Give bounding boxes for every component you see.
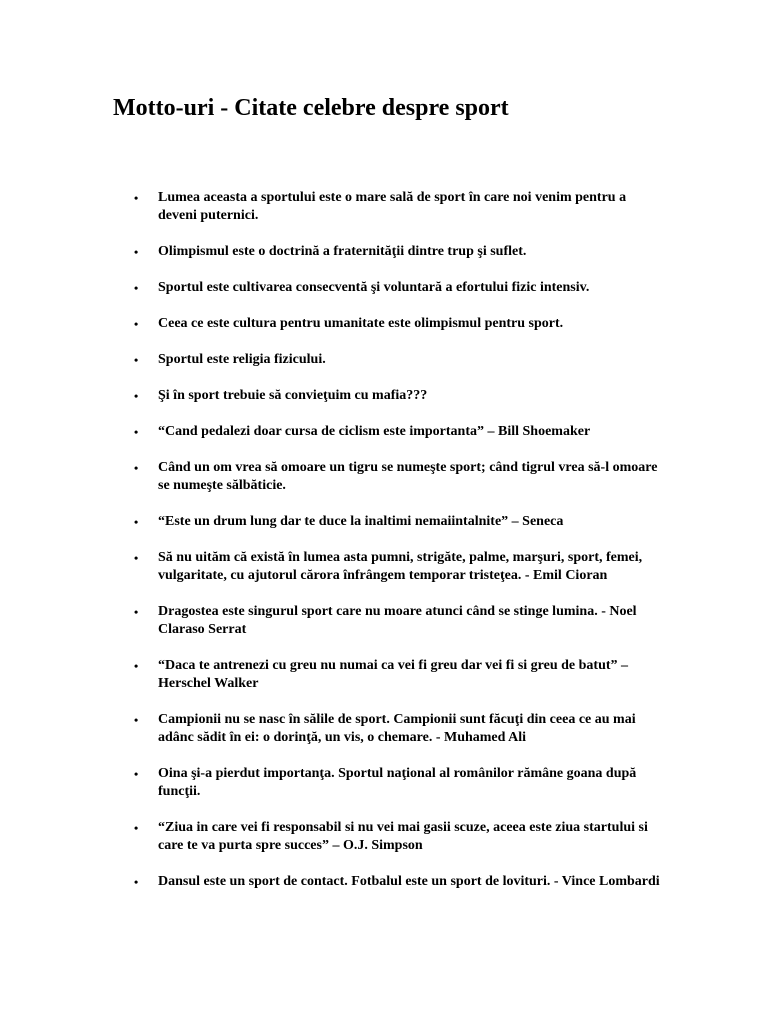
bullet-icon: • — [134, 425, 139, 439]
list-item — [0, 513, 768, 531]
list-item — [0, 315, 768, 333]
quote-text: Sportul este cultivarea consecventă şi voluntară a efortului fizic intensiv. — [158, 280, 590, 295]
list-item — [0, 459, 768, 495]
quote-text: Dragostea este singurul sport care nu moare atunci când se stinge lumina. - Noel Claraso Serrat — [158, 604, 637, 637]
bullet-icon: • — [134, 713, 139, 727]
quote-text: Şi în sport trebuie să convieţuim cu mafia??? — [158, 388, 428, 403]
quote-text: Lumea aceasta a sportului este o mare sală de sport în care noi venim pentru a deveni puternici. — [158, 190, 627, 223]
list-item — [0, 549, 768, 585]
list-item — [0, 189, 768, 225]
quote-text: Să nu uităm că există în lumea asta pumni, strigăte, palme, marşuri, sport, femei, vulgaritate, cu ajutorul cărora înfrângem temporar tristeţea. - Emil Cioran — [158, 550, 643, 583]
quote-list — [0, 189, 768, 909]
quote-text: Când un om vrea să omoare un tigru se numeşte sport; când tigrul vrea să-l omoare se numeşte sălbăticie. — [158, 460, 658, 493]
quote-text: Sportul este religia fizicului. — [158, 352, 326, 367]
list-item — [0, 819, 768, 855]
bullet-icon: • — [134, 659, 139, 673]
bullet-icon: • — [134, 875, 139, 889]
list-item — [0, 765, 768, 801]
quote-text: Dansul este un sport de contact. Fotbalul este un sport de lovituri. - Vince Lombardi — [158, 874, 660, 889]
bullet-icon: • — [134, 281, 139, 295]
quote-text: Campionii nu se nasc în sălile de sport. Campionii sunt făcuţi din ceea ce au mai adânc sădit în ei: o dorinţă, un vis, o chemare. - Muhamed Ali — [158, 712, 636, 745]
bullet-icon: • — [134, 461, 139, 475]
bullet-icon: • — [134, 191, 139, 205]
bullet-icon: • — [134, 821, 139, 835]
bullet-icon: • — [134, 245, 139, 259]
list-item — [0, 279, 768, 297]
list-item — [0, 657, 768, 693]
list-item — [0, 711, 768, 747]
list-item — [0, 603, 768, 639]
bullet-icon: • — [134, 317, 139, 331]
bullet-icon: • — [134, 767, 139, 781]
bullet-icon: • — [134, 389, 139, 403]
quote-text: “Cand pedalezi doar cursa de ciclism este importanta” – Bill Shoemaker — [158, 424, 591, 439]
quote-text: Ceea ce este cultura pentru umanitate este olimpismul pentru sport. — [158, 316, 564, 331]
document-title: Motto-uri - Citate celebre despre sport — [113, 95, 509, 121]
list-item — [0, 423, 768, 441]
bullet-icon: • — [134, 605, 139, 619]
quote-text: “Daca te antrenezi cu greu nu numai ca vei fi greu dar vei fi si greu de batut” – Herschel Walker — [158, 658, 629, 691]
bullet-icon: • — [134, 353, 139, 367]
quote-text: Olimpismul este o doctrină a fraternităţii dintre trup şi suflet. — [158, 244, 527, 259]
list-item — [0, 243, 768, 261]
quote-text: Oina şi-a pierdut importanţa. Sportul naţional al românilor rămâne goana după funcţii. — [158, 766, 637, 799]
list-item — [0, 351, 768, 369]
quote-text: “Ziua in care vei fi responsabil si nu vei mai gasii scuze, aceea este ziua startului si care te va purta spre succes” – O.J. Simpson — [158, 820, 648, 853]
bullet-icon: • — [134, 515, 139, 529]
bullet-icon: • — [134, 551, 139, 565]
list-item — [0, 387, 768, 405]
quote-text: “Este un drum lung dar te duce la inaltimi nemaiintalnite” – Seneca — [158, 514, 564, 529]
list-item — [0, 873, 768, 891]
